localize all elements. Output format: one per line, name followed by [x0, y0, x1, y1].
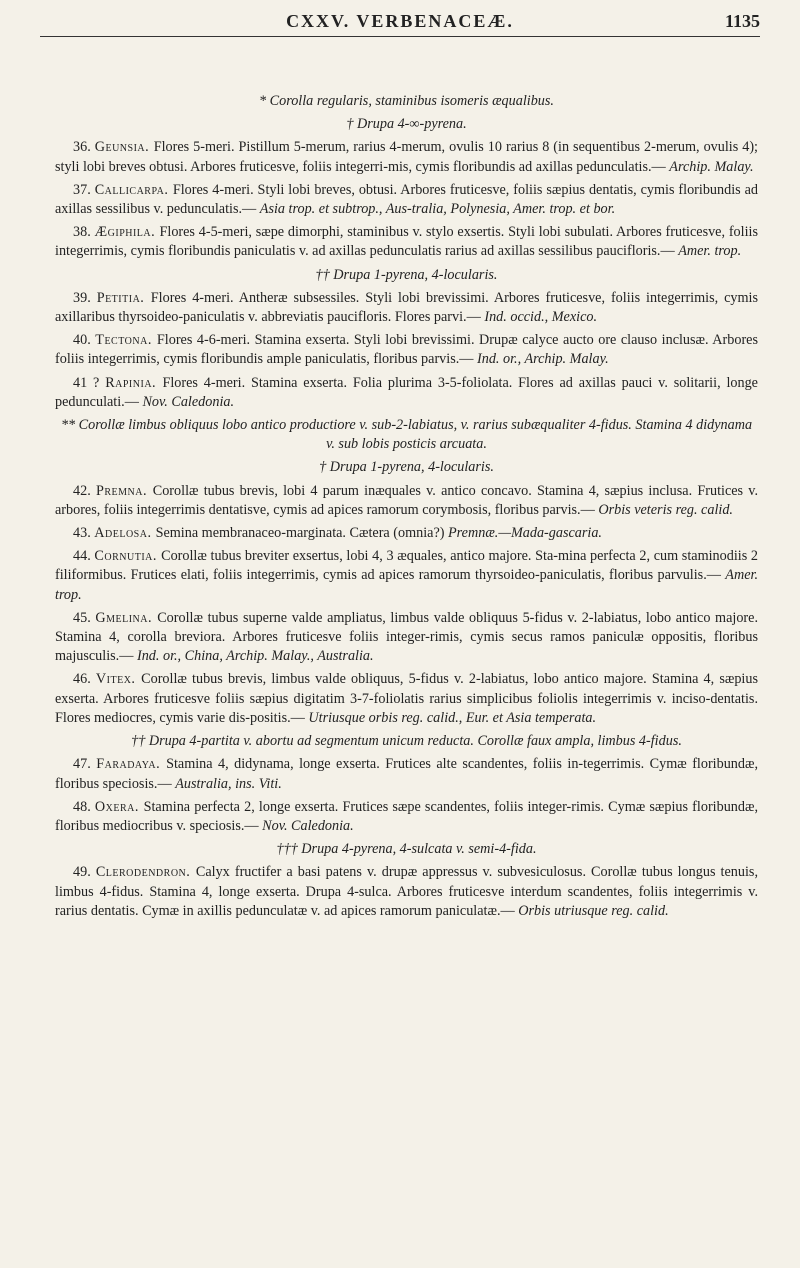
- distribution: Ind. or., China, Archip. Malay., Australia.: [136, 648, 374, 665]
- genus-name: Cornutia.: [94, 548, 162, 565]
- entry-number: 43.: [73, 525, 95, 542]
- distribution: Orbis utriusque reg. calid.: [518, 902, 669, 919]
- genus-entry: [55, 374, 758, 412]
- entry-number: 44.: [73, 548, 95, 565]
- genus-name: Geunsia.: [94, 139, 154, 156]
- entry-number: 39.: [73, 289, 97, 306]
- entry-description: Corollæ tubus superne valde ampliatus, limbus valde obliquus 5-fidus v. 2-labiatus, lobo antico majore. Stamina 4, corolla breviora. Arbores fruticesve foliis integer-rimis, cymis secus ramos paniculæ oppositis, floribus majusculis.—: [55, 609, 758, 665]
- key-heading: †† Drupa 4-partita v. abortu ad segmentum unicum reducta. Corollæ faux ampla, limbus 4-fidus.: [131, 733, 682, 750]
- entry-description: Flores 5-meri. Pistillum 5-merum, rarius 4-merum, ovulis 10 rarius 8 (in sequentibus 2-merum, ovulis 4); styli lobi breves obtusi. Arbores fruticesve, foliis integerri-mis, cymis floribundis ad axillas pedunculatis.—: [55, 139, 759, 175]
- genus-entry: [55, 755, 758, 793]
- entry-description: Flores 4-meri. Antheræ subsessiles. Styli lobi brevissimi. Arbores fruticesve, foliis integerrimis, cymis axillaribus thyrsoideo-paniculatis v. abbreviatis paucifloris. Flores parvi.—: [55, 289, 758, 326]
- entry-number: 37.: [73, 181, 95, 198]
- entry-description: Flores 4-meri. Stamina exserta. Folia plurima 3-5-foliolata. Flores ad axillas pauci v. solitarii, longe pedunculati.—: [55, 374, 758, 410]
- distribution: Premnæ.—Mada-gascaria.: [448, 525, 602, 542]
- genus-entry: [55, 863, 758, 921]
- genus-entry: [55, 289, 758, 327]
- genus-entry: [55, 181, 758, 219]
- distribution: Ind. or., Archip. Malay.: [477, 351, 609, 368]
- entry-description: Semina membranaceo-marginata. Cætera (omnia?): [155, 525, 449, 542]
- genus-entry: [55, 223, 758, 261]
- entry-number: 47.: [73, 756, 97, 773]
- entry-number: 40.: [73, 332, 96, 349]
- entry-number: 48.: [73, 798, 95, 815]
- genus-entry: [55, 547, 758, 605]
- entry-description: Flores 4-meri. Styli lobi breves, obtusi. Arbores fruticesve, foliis sæpius dentatis, cymis floribundis ad axillas sessilibus v. pedunculatis.—: [55, 181, 759, 218]
- entry-description: Stamina perfecta 2, longe exserta. Frutices sæpe scandentes, foliis integer-rimis. Cymæ sæpius floribundæ, floribus mediocribus v. speciosis.—: [55, 798, 758, 834]
- entry-number: 42.: [73, 482, 96, 499]
- genus-name: Gmelina.: [95, 609, 158, 626]
- genus-name: Oxera.: [94, 798, 144, 815]
- genus-name: Petitia.: [96, 289, 151, 306]
- entry-number: 46.: [73, 671, 96, 688]
- key-heading: ††† Drupa 4-pyrena, 4-sulcata v. semi-4-fida.: [276, 841, 537, 858]
- genus-name: Clerodendron.: [95, 864, 196, 881]
- genus-name: Faradaya.: [96, 756, 167, 773]
- genus-name: Ægiphila.: [94, 224, 160, 241]
- genus-name: Premna.: [95, 482, 153, 499]
- main-text: [55, 92, 758, 925]
- genus-entry: [55, 482, 758, 520]
- genus-entry: [55, 798, 758, 836]
- entry-number: 45.: [73, 609, 96, 626]
- page-header: [40, 6, 760, 37]
- genus-name: Adelosa.: [94, 525, 156, 542]
- key-heading: * Corolla regularis, staminibus isomeris æqualibus.: [259, 93, 554, 109]
- genus-name: Callicarpa.: [94, 181, 173, 198]
- genus-entry: [55, 609, 758, 667]
- entry-description: Corollæ tubus brevis, limbus valde obliquus, 5-fidus v. 2-labiatus, lobo antico majore. Stamina 4, sæpius exserta. Arbores fruticesve foliis sæpius digitatim 3-7-foliolatis rarius simplicibus foliolis integerrimis v. inciso-dentatis. Flores mediocres, cymis varie dis-positis.—: [55, 671, 758, 726]
- entry-description: Flores 4-6-meri. Stamina exserta. Styli lobi brevissimi. Drupæ calyce aucto ore clauso inclusæ. Arbores foliis integerrimis, cymis floribundis ample paniculatis, floribus parvis.—: [55, 332, 759, 368]
- entry-description: Stamina 4, didynama, longe exserta. Frutices alte scandentes, foliis in-tegerrimis. Cymæ floribundæ, floribus speciosis.—: [55, 756, 759, 792]
- distribution: Amer. trop.: [678, 243, 742, 260]
- genus-entry: [55, 670, 758, 728]
- entry-number: 41 ?: [73, 374, 106, 391]
- entry-description: Flores 4-5-meri, sæpe dimorphi, staminibus v. stylo exsertis. Styli lobi subulati. Arbores fruticesve, foliis integerrimis, cymis floribundis paniculatis v. ad axillas pedunculatis rarius ad axillas sessilibus paucifloris.—: [55, 224, 758, 260]
- genus-entry: [55, 524, 758, 543]
- key-heading: †† Drupa 1-pyrena, 4-locularis.: [315, 266, 498, 283]
- genus-name: Tectona.: [95, 332, 157, 349]
- entry-number: 49.: [73, 864, 96, 881]
- distribution: Ind. occid., Mexico.: [484, 309, 598, 326]
- distribution: Utriusque orbis reg. calid., Eur. et Asia temperata.: [308, 709, 597, 726]
- entry-number: 38.: [73, 224, 95, 241]
- page-number: 1135: [724, 10, 760, 31]
- genus-name: Rapinia.: [105, 374, 163, 391]
- key-heading: † Drupa 1-pyrena, 4-locularis.: [319, 459, 494, 476]
- distribution: Nov. Caledonia.: [142, 393, 235, 410]
- distribution: Nov. Caledonia.: [262, 817, 354, 834]
- distribution: Archip. Malay.: [669, 158, 754, 175]
- entry-description: Corollæ tubus brevis, lobi 4 parum inæquales v. antico concavo. Stamina 4, sæpius inclusa. Frutices v. arbores, foliis integerrimis dentatisve, cymis ad apices ramorum corymbosis, floribus parvis.—: [55, 482, 759, 518]
- entry-description: Calyx fructifer a basi patens v. drupæ appressus v. subvesiculosus. Corollæ tubus longus tenuis, limbus 4-fidus. Stamina 4, longe exserta. Drupa 4-sulca. Arbores fruticesve interdum scandentes, foliis integerrimis v. rarius dentatis. Cymæ in axillis pedunculatæ v. ad apices ramorum paniculatæ.—: [55, 864, 758, 919]
- chapter-title: CXXV. VERBENACEÆ.: [286, 10, 514, 31]
- key-heading: † Drupa 4-∞-pyrena.: [346, 116, 467, 133]
- genus-entry: [55, 138, 758, 176]
- distribution: Asia trop. et subtrop., Aus-tralia, Polynesia, Amer. trop. et bor.: [259, 201, 616, 218]
- distribution: Australia, ins. Viti.: [175, 775, 282, 792]
- distribution: Orbis veteris reg. calid.: [598, 501, 733, 518]
- genus-entry: [55, 331, 758, 369]
- key-heading: ** Corollæ limbus obliquus lobo antico productiore v. sub-2-labiatus, v. rarius subæqualiter 4-fidus. Stamina 4 didynama v. sub lobis posticis arcuata.: [60, 417, 753, 453]
- genus-name: Vitex.: [95, 671, 142, 688]
- entry-number: 36.: [73, 139, 95, 156]
- entry-description: Corollæ tubus breviter exsertus, lobi 4, 3 æquales, antico majore. Sta-mina perfecta 2, cum staminodiis 2 filiformibus. Frutices elati, foliis integerrimis, cymis ad apices ramorum thyrsoideo-paniculatis, floribus parvulis.—: [55, 548, 759, 584]
- distribution: Amer. trop.: [55, 567, 758, 603]
